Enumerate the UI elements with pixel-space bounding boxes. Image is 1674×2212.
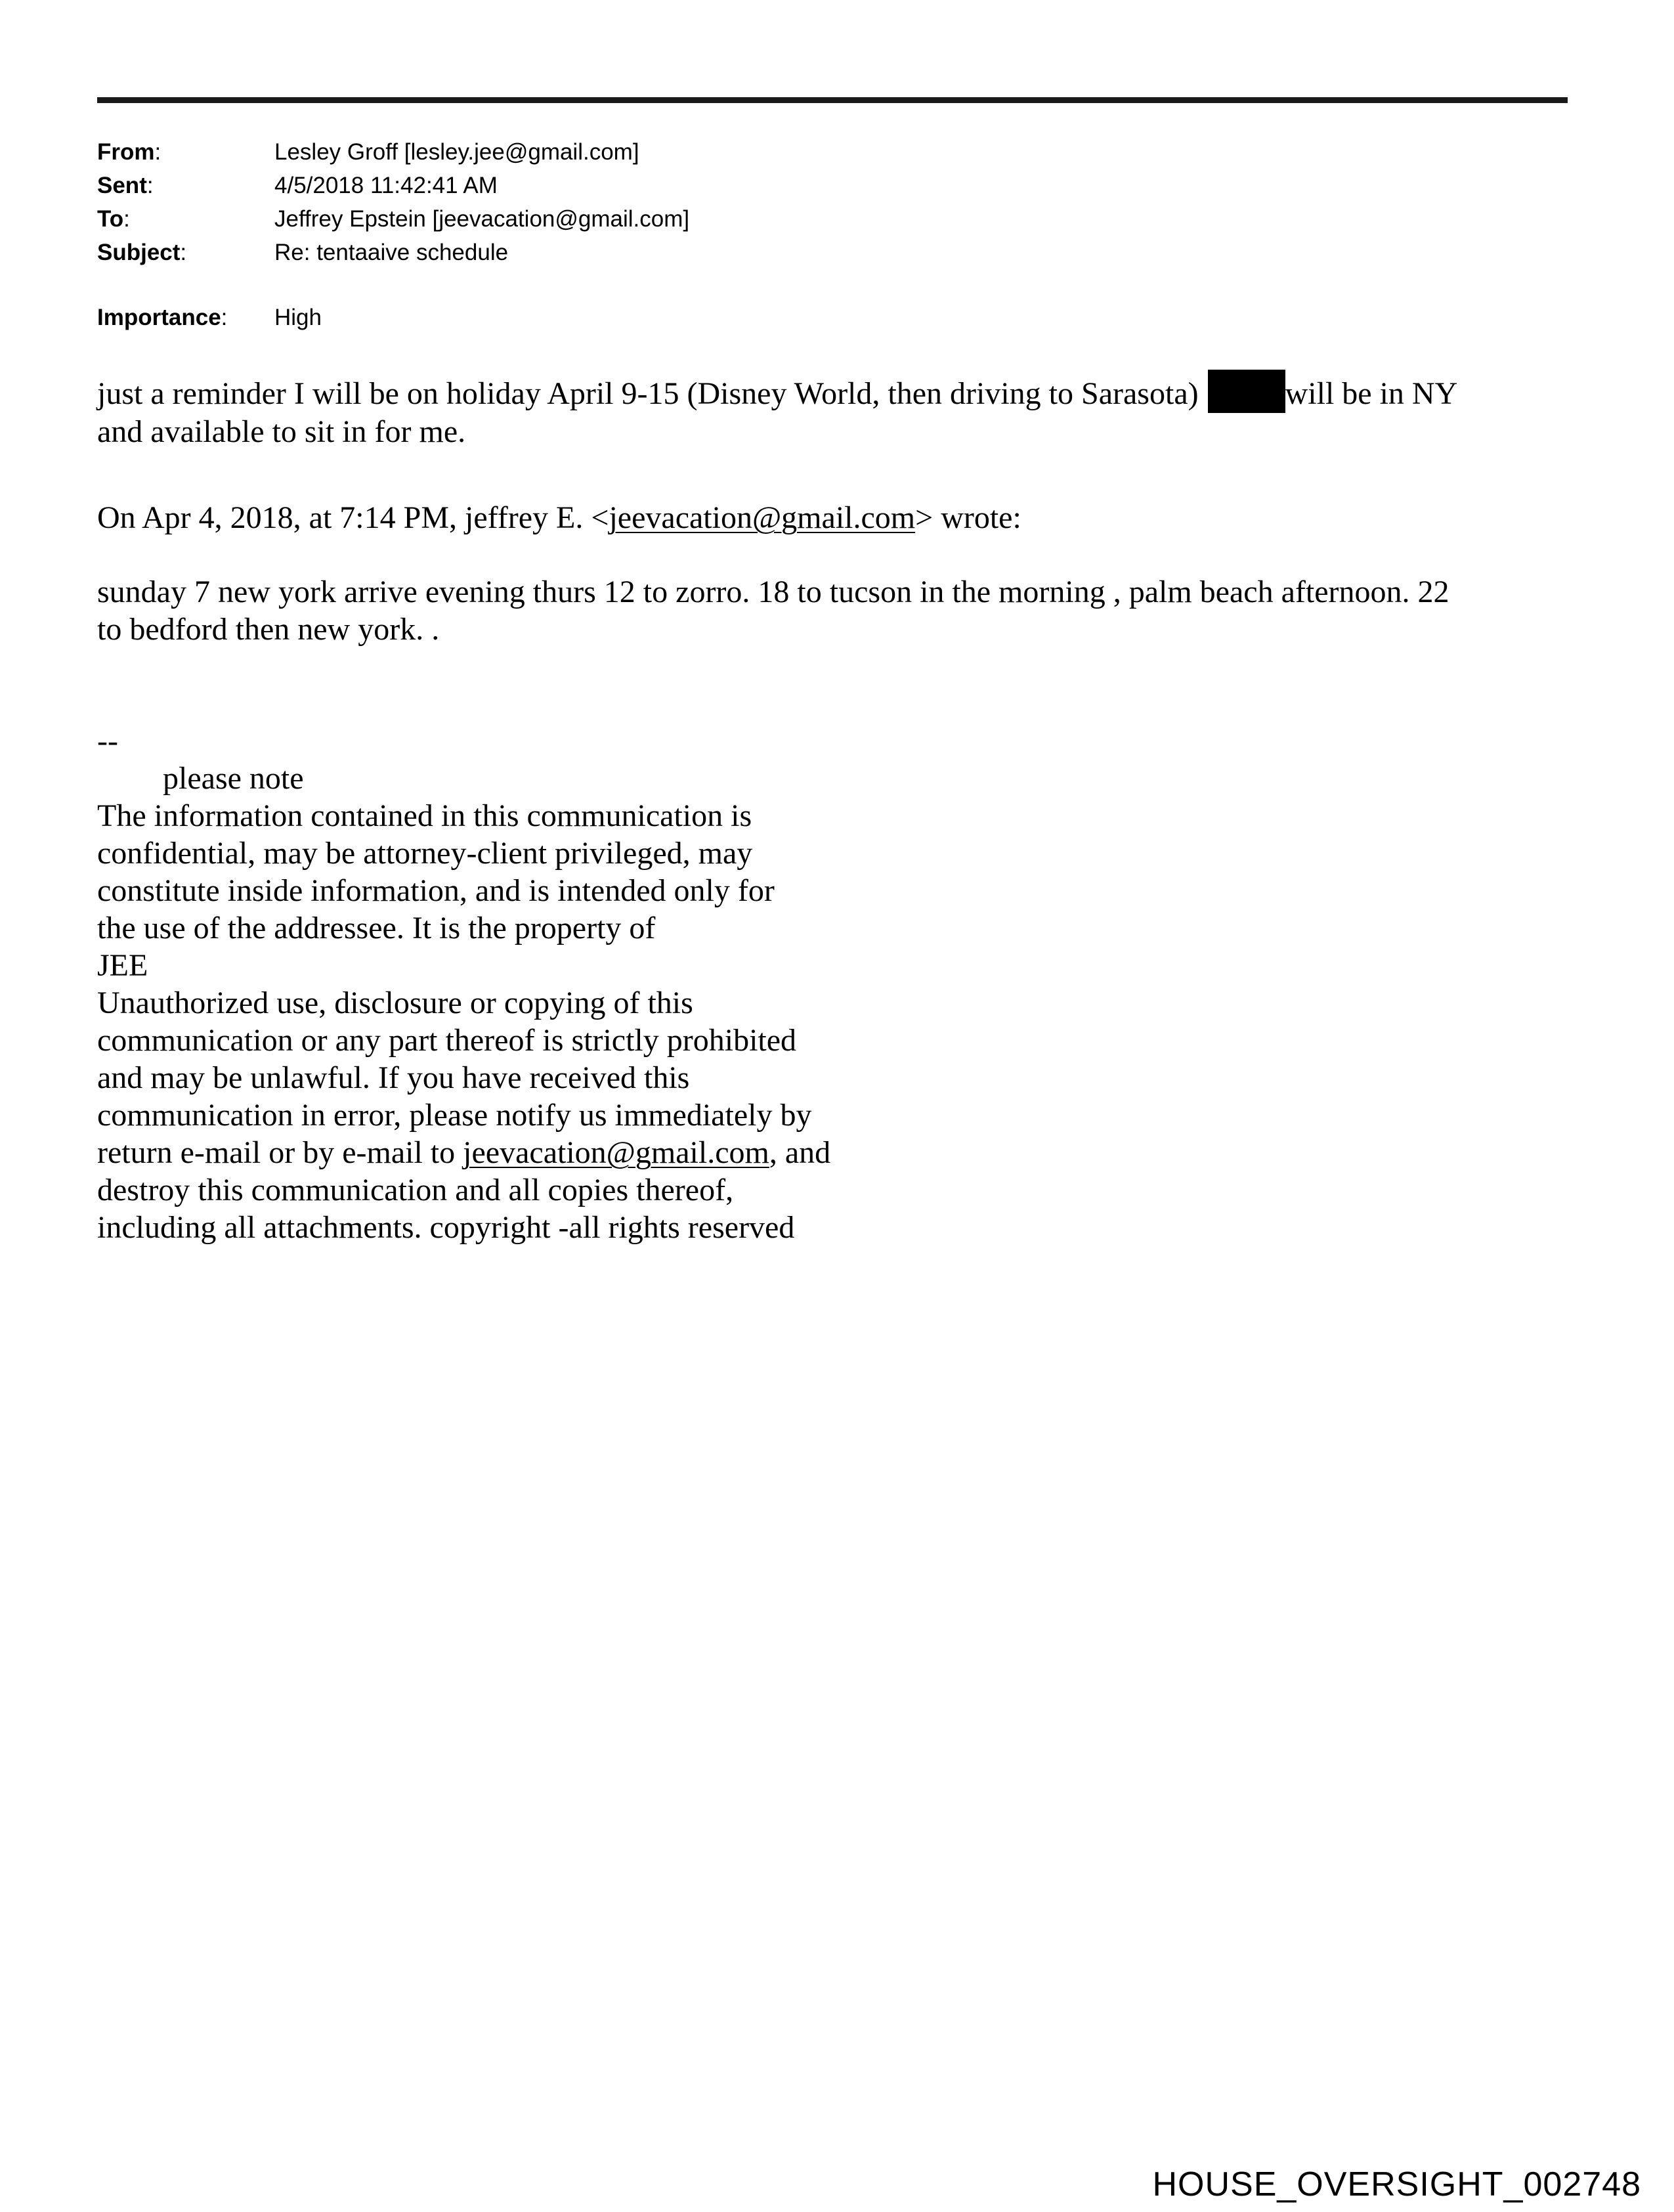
redaction-box (1208, 370, 1285, 413)
bates-number: HOUSE_OVERSIGHT_002748 (1152, 2165, 1641, 2203)
reply-line-1: just a reminder I will be on holiday April 9-15 (Disney World, then driving to Sarasota) will be in NY (97, 370, 1457, 413)
signature-dashes: -- (97, 724, 118, 758)
please-note: please note (163, 761, 304, 796)
disclaimer-line: communication or any part thereof is strictly prohibited (97, 1023, 797, 1058)
disclaimer-line: The information contained in this communication is (97, 798, 752, 833)
importance-label: Importance: (97, 305, 228, 330)
subject-value: Re: tentaaive schedule (274, 240, 509, 265)
sent-value: 4/5/2018 11:42:41 AM (274, 173, 498, 198)
importance-row (97, 301, 689, 334)
email-header (97, 135, 689, 334)
quoted-line-2: to bedford then new york. . (97, 612, 440, 647)
disclaimer-email-line: return e-mail or by e-mail to jeevacation@gmail.com, and (97, 1135, 831, 1170)
quote-attribution: On Apr 4, 2018, at 7:14 PM, jeffrey E. <jeevacation@gmail.com> wrote: (97, 500, 1021, 535)
to-value: Jeffrey Epstein [jeevacation@gmail.com] (274, 206, 690, 232)
quoted-line-1: sunday 7 new york arrive evening thurs 12 to zorro. 18 to tucson in the morning , palm beach afternoon. 22 (97, 575, 1449, 609)
disclaimer-line: constitute inside information, and is intended only for (97, 873, 775, 908)
to-label: To: (97, 206, 130, 232)
disclaimer-line: confidential, may be attorney-client privileged, may (97, 836, 753, 871)
from-label: From: (97, 139, 161, 165)
subject-label: Subject: (97, 240, 187, 265)
disclaimer-line: JEE (97, 948, 148, 983)
disclaimer-line: and may be unlawful. If you have received this (97, 1060, 690, 1095)
top-divider (97, 97, 1568, 103)
disclaimer-line: destroy this communication and all copies thereof, (97, 1173, 734, 1207)
reply-line-2: and available to sit in for me. (97, 414, 466, 449)
reply-message (97, 370, 1457, 450)
importance-value: High (274, 305, 322, 330)
disclaimer-line: communication in error, please notify us immediately by (97, 1098, 812, 1133)
sent-label: Sent: (97, 173, 154, 198)
signature-disclaimer (97, 722, 830, 1246)
attribution-email-link[interactable]: jeevacation@gmail.com (609, 500, 916, 535)
disclaimer-line: the use of the addressee. It is the property of (97, 911, 656, 945)
disclaimer-email-link[interactable]: jeevacation@gmail.com (463, 1135, 769, 1170)
disclaimer-line: Unauthorized use, disclosure or copying of this (97, 986, 693, 1020)
from-value: Lesley Groff [lesley.jee@gmail.com] (274, 139, 639, 165)
subject-row (97, 236, 689, 269)
from-row (97, 135, 689, 169)
sent-row (97, 169, 689, 202)
disclaimer-line: including all attachments. copyright -all rights reserved (97, 1210, 795, 1245)
quoted-message (97, 573, 1449, 648)
to-row (97, 202, 689, 236)
